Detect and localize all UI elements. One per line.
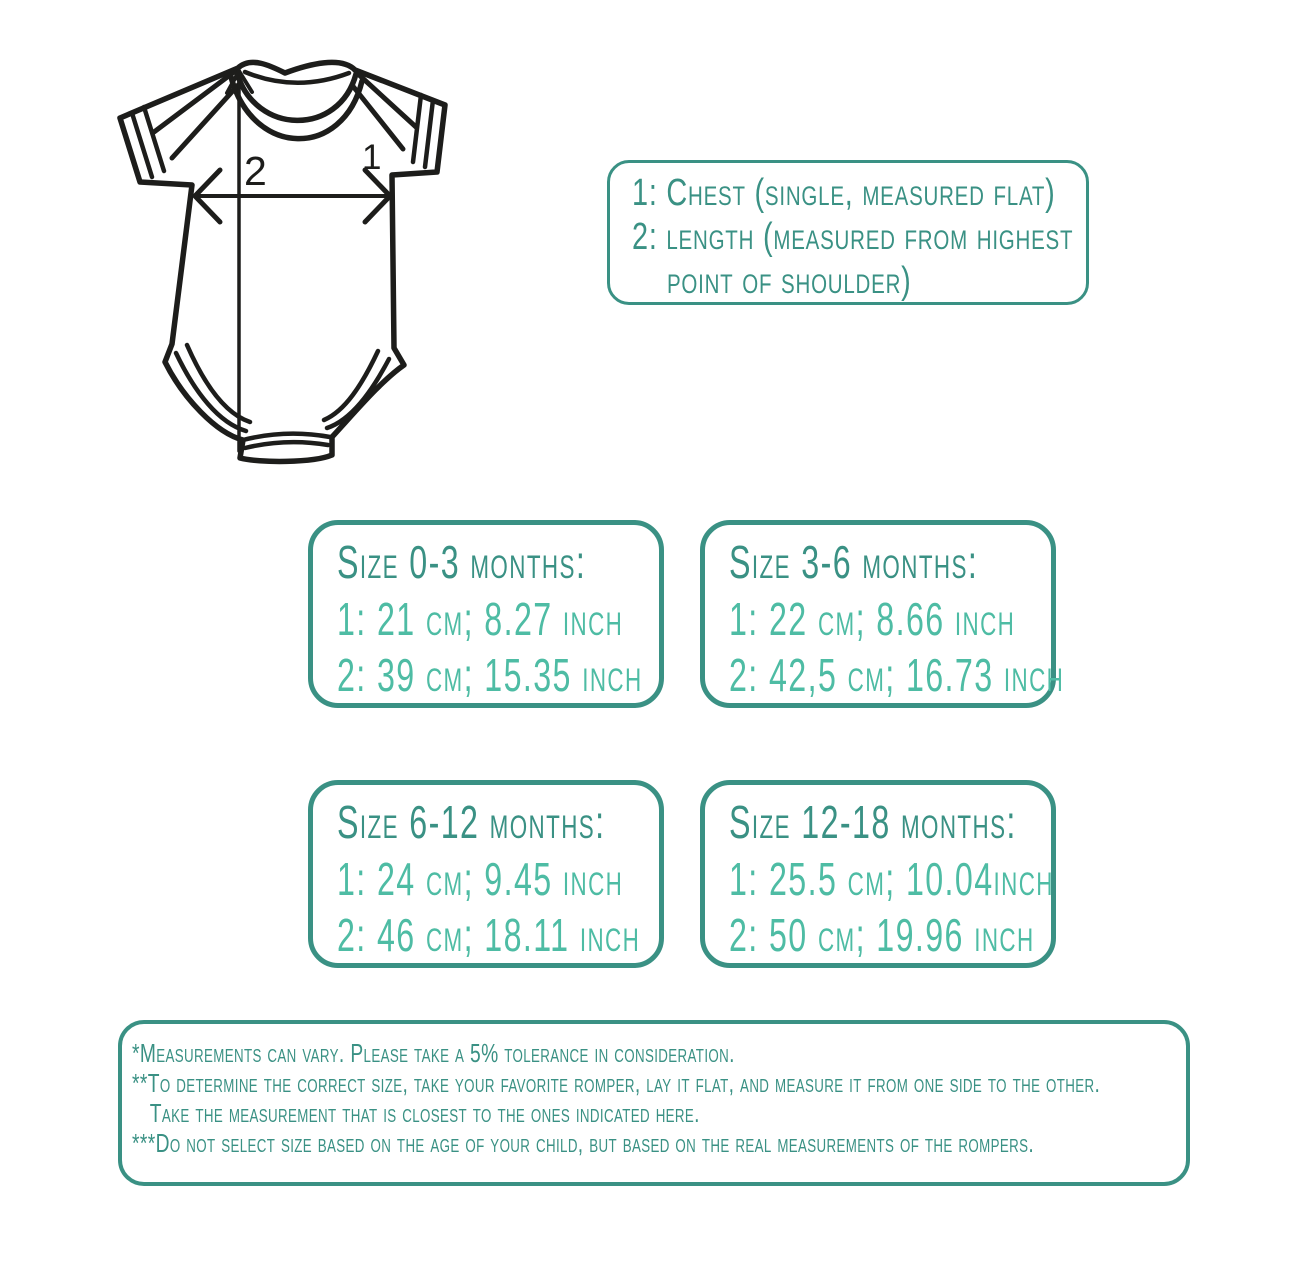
size-box-title: Size 6-12 months: — [337, 796, 606, 848]
size-box-title: Size 0-3 months: — [337, 536, 587, 588]
size-box-title: Size 12-18 months: — [729, 796, 1017, 848]
footnote-how-to-measure-cont: Take the measurement that is closest to the ones indicated here. — [149, 1098, 700, 1128]
legend-line-length-cont: point of shoulder) — [666, 260, 912, 302]
chest-marker-label: 1 — [362, 138, 382, 177]
footnotes-box — [118, 1020, 1190, 1186]
size-box-length-value: 2: 42,5 cm; 16.73 inch — [729, 649, 1065, 701]
footnote-age-warning: ***Do not select size based on the age of your child, but based on the real measurements of the rompers. — [132, 1128, 1035, 1158]
size-box-12-18-months — [700, 780, 1056, 968]
size-box-0-3-months — [308, 520, 664, 708]
size-box-3-6-months — [700, 520, 1065, 708]
size-box-chest-value: 1: 22 cm; 8.66 inch — [729, 593, 1016, 645]
size-box-chest-value: 1: 25.5 cm; 10.04inch — [729, 853, 1054, 905]
length-marker-label: 2 — [244, 148, 267, 194]
footnote-how-to-measure: **To determine the correct size, take your favorite romper, lay it flat, and measure it from one side to the other. — [132, 1068, 1101, 1098]
legend-box — [607, 160, 1089, 305]
size-box-length-value: 2: 39 cm; 15.35 inch — [337, 649, 643, 701]
size-box-chest-value: 1: 21 cm; 8.27 inch — [337, 593, 624, 645]
size-box-length-value: 2: 50 cm; 19.96 inch — [729, 909, 1035, 961]
romper-diagram — [113, 43, 458, 475]
footnote-tolerance: *Measurements can vary. Please take a 5% tolerance in consideration. — [132, 1038, 735, 1068]
size-box-title: Size 3-6 months: — [729, 536, 979, 588]
legend-line-chest: 1: Chest (single, measured flat) — [632, 172, 1056, 214]
size-box-6-12-months — [308, 780, 664, 968]
legend-line-length: 2: length (measured from highest — [632, 216, 1074, 258]
size-box-length-value: 2: 46 cm; 18.11 inch — [337, 909, 641, 961]
size-box-chest-value: 1: 24 cm; 9.45 inch — [337, 853, 624, 905]
